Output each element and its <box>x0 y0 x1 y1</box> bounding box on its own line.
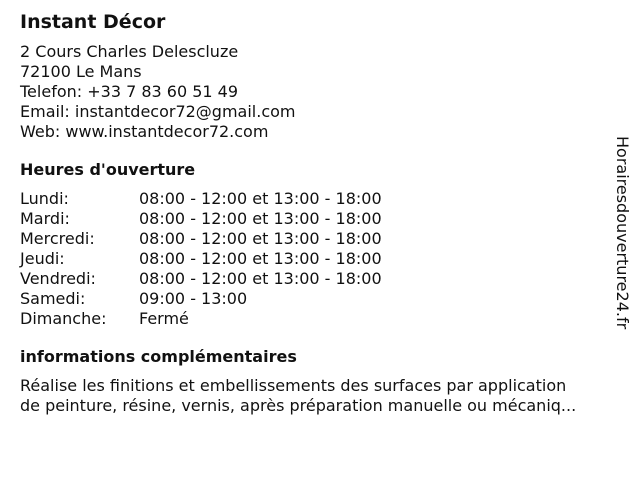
hours-day: Mercredi: <box>20 229 95 248</box>
contact-block <box>20 42 620 142</box>
hours-time: 08:00 - 12:00 et 13:00 - 18:00 <box>139 269 382 288</box>
hours-row-friday <box>20 269 620 289</box>
hours-row-thursday <box>20 249 620 269</box>
hours-time: Fermé <box>139 309 189 328</box>
hours-day: Jeudi: <box>20 249 65 268</box>
description-line-2: de peinture, résine, vernis, après préparation manuelle ou mécaniq... <box>20 396 577 415</box>
business-card <box>20 10 620 416</box>
hours-row-saturday <box>20 289 620 309</box>
hours-time: 08:00 - 12:00 et 13:00 - 18:00 <box>139 229 382 248</box>
opening-hours-heading: Heures d'ouverture <box>20 160 196 179</box>
business-name: Instant Décor <box>20 11 166 33</box>
hours-time: 08:00 - 12:00 et 13:00 - 18:00 <box>139 209 382 228</box>
address-line-1: 2 Cours Charles Delescluze <box>20 42 239 61</box>
hours-day: Mardi: <box>20 209 70 228</box>
hours-row-tuesday <box>20 209 620 229</box>
hours-day: Samedi: <box>20 289 86 308</box>
hours-time: 08:00 - 12:00 et 13:00 - 18:00 <box>139 189 382 208</box>
address-line-2: 72100 Le Mans <box>20 62 142 81</box>
hours-day: Dimanche: <box>20 309 107 328</box>
hours-day: Lundi: <box>20 189 69 208</box>
site-watermark: Horairesdouverture24.fr <box>613 136 632 330</box>
business-description <box>20 376 630 416</box>
hours-row-wednesday <box>20 229 620 249</box>
hours-day: Vendredi: <box>20 269 96 288</box>
hours-row-monday <box>20 189 620 209</box>
web-line: Web: www.instantdecor72.com <box>20 122 269 141</box>
hours-time: 08:00 - 12:00 et 13:00 - 18:00 <box>139 249 382 268</box>
hours-row-sunday <box>20 309 620 329</box>
opening-hours-table <box>20 189 620 329</box>
description-line-1: Réalise les finitions et embellissements des surfaces par application <box>20 376 567 395</box>
phone-line: Telefon: +33 7 83 60 51 49 <box>20 82 239 101</box>
additional-info-heading: informations complémentaires <box>20 347 297 366</box>
hours-time: 09:00 - 13:00 <box>139 289 248 308</box>
email-line: Email: instantdecor72@gmail.com <box>20 102 296 121</box>
